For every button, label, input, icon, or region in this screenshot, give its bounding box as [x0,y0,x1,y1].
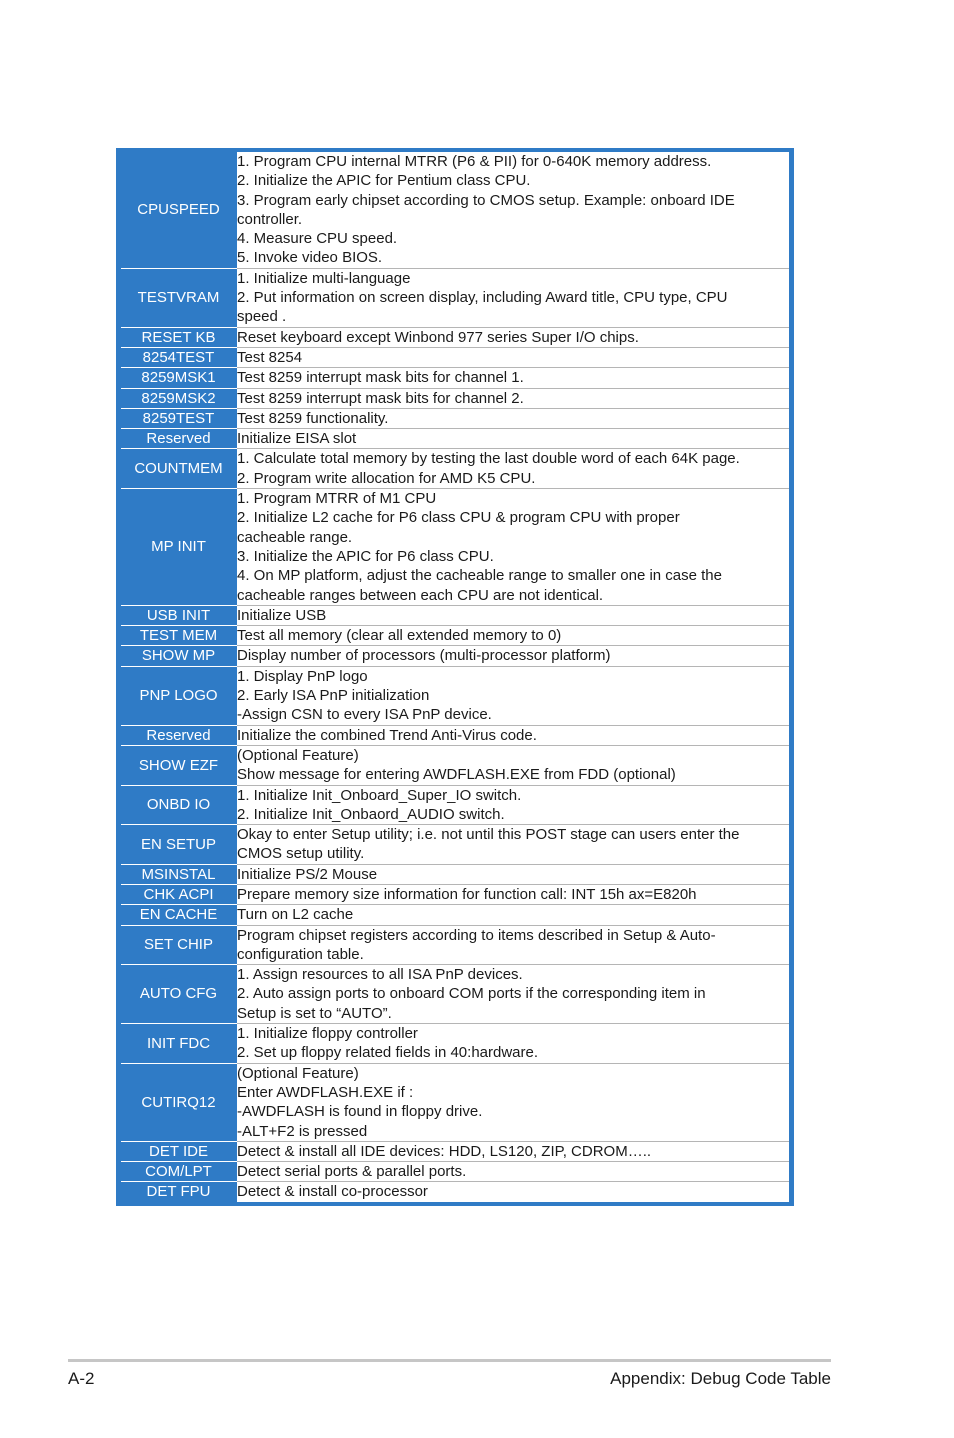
description-line: 2. Set up floppy related fields in 40:hardware. [237,1044,539,1062]
debug-code-cell: DET FPU [121,1182,237,1202]
table-row [121,1063,789,1141]
description-cell [237,864,790,884]
table-row [121,864,789,884]
description-line: (Optional Feature) [237,746,359,764]
table-row [121,1024,789,1064]
description-line: 3. Initialize the APIC for P6 class CPU. [237,547,494,565]
description-line: 2. Initialize the APIC for Pentium class CPU. [237,172,531,190]
table-row [121,905,789,925]
description-line: Initialize PS/2 Mouse [237,865,378,883]
table-row [121,666,789,725]
description-line: 4. Measure CPU speed. [237,230,398,248]
description-cell [237,785,790,825]
debug-code-cell: 8259MSK2 [121,388,237,408]
debug-code-cell: USB INIT [121,605,237,625]
table-row [121,327,789,347]
table-row [121,745,789,785]
debug-code-cell: 8259TEST [121,408,237,428]
debug-code-cell: SHOW MP [121,646,237,666]
description-line: speed . [237,308,287,326]
table-row [121,646,789,666]
table-row [121,408,789,428]
description-cell [237,1063,790,1141]
description-line: 2. Initialize L2 cache for P6 class CPU & program CPU with proper [237,509,680,527]
debug-code-cell: CPUSPEED [121,152,237,268]
debug-code-cell: 8259MSK1 [121,368,237,388]
table-row [121,605,789,625]
description-line: 1. Initialize multi-language [237,269,411,287]
description-line: cacheable ranges between each CPU are not identical. [237,586,604,604]
description-line: 2. Early ISA PnP initialization [237,687,430,705]
table-row [121,347,789,367]
description-line: Detect & install all IDE devices: HDD, LS120, ZIP, CDROM….. [237,1142,652,1160]
description-line: 1. Program CPU internal MTRR (P6 & PII) for 0-640K memory address. [237,153,712,170]
table-row [121,152,789,268]
description-line: Test 8259 functionality. [237,409,389,427]
description-cell [237,745,790,785]
description-cell [237,666,790,725]
description-line: 1. Program MTRR of M1 CPU [237,490,437,508]
description-line: 1. Calculate total memory by testing the last double word of each 64K page. [237,450,740,468]
description-cell [237,725,790,745]
description-line: 1. Initialize Init_Onboard_Super_IO switch. [237,786,522,804]
description-line: Initialize USB [237,606,327,624]
description-cell [237,489,790,606]
debug-code-cell: COUNTMEM [121,449,237,489]
table-row [121,725,789,745]
description-cell [237,825,790,865]
debug-code-cell: CUTIRQ12 [121,1063,237,1141]
footer-divider [68,1359,831,1362]
debug-code-cell: RESET KB [121,327,237,347]
debug-code-table-frame [116,148,794,1206]
description-cell [237,626,790,646]
description-cell [237,268,790,327]
description-line: Detect & install co-processor [237,1183,428,1201]
description-line: Okay to enter Setup utility; i.e. not until this POST stage can users enter the [237,826,740,844]
debug-code-cell: AUTO CFG [121,965,237,1024]
description-line: Initialize the combined Trend Anti-Virus code. [237,726,537,744]
description-cell [237,905,790,925]
table-row [121,785,789,825]
debug-code-cell: EN SETUP [121,825,237,865]
description-line: 2. Auto assign ports to onboard COM ports if the corresponding item in [237,985,706,1003]
description-line: -AWDFLASH is found in floppy drive. [237,1103,483,1121]
table-row [121,925,789,965]
description-line: -Assign CSN to every ISA PnP device. [237,706,492,724]
description-line: Display number of processors (multi-processor platform) [237,647,611,665]
description-line: 2. Put information on screen display, including Award title, CPU type, CPU [237,289,728,307]
debug-code-cell: SHOW EZF [121,745,237,785]
debug-code-cell: DET IDE [121,1141,237,1161]
debug-code-table [121,152,789,1202]
table-row [121,965,789,1024]
description-cell [237,1024,790,1064]
table-row [121,825,789,865]
description-line: 1. Initialize floppy controller [237,1025,418,1043]
debug-code-cell: 8254TEST [121,347,237,367]
table-row [121,388,789,408]
debug-code-cell: MP INIT [121,489,237,606]
description-cell [237,327,790,347]
debug-code-cell: Reserved [121,725,237,745]
page-number: A-2 [68,1369,95,1388]
description-line: 3. Program early chipset according to CMOS setup. Example: onboard IDE [237,191,735,209]
description-cell [237,388,790,408]
table-row [121,1182,789,1202]
table-row [121,449,789,489]
description-line: Test 8254 [237,348,303,366]
debug-code-cell: MSINSTAL [121,864,237,884]
description-line: Prepare memory size information for function call: INT 15h ax=E820h [237,885,697,903]
description-line: 1. Assign resources to all ISA PnP devices. [237,966,523,984]
description-cell [237,347,790,367]
description-line: Detect serial ports & parallel ports. [237,1163,467,1181]
footer-section-title: Appendix: Debug Code Table [610,1369,831,1388]
description-cell [237,152,790,268]
description-cell [237,408,790,428]
table-row [121,1141,789,1161]
description-line: 4. On MP platform, adjust the cacheable range to smaller one in case the [237,567,722,585]
table-row [121,1162,789,1182]
description-line: Show message for entering AWDFLASH.EXE from FDD (optional) [237,766,676,784]
description-line: controller. [237,210,303,228]
description-line: Setup is set to “AUTO”. [237,1004,392,1022]
debug-code-cell: EN CACHE [121,905,237,925]
description-line: Initialize EISA slot [237,430,357,448]
table-row [121,368,789,388]
description-line: Program chipset registers according to items described in Setup & Auto- [237,926,716,944]
description-cell [237,605,790,625]
description-line: Turn on L2 cache [237,906,354,924]
debug-code-cell: CHK ACPI [121,884,237,904]
debug-code-cell: TEST MEM [121,626,237,646]
description-line: 2. Initialize Init_Onbaord_AUDIO switch. [237,805,505,823]
description-cell [237,449,790,489]
description-line: (Optional Feature) [237,1064,359,1082]
description-line: 5. Invoke video BIOS. [237,249,383,267]
description-line: Test all memory (clear all extended memory to 0) [237,627,562,645]
description-cell [237,965,790,1024]
table-row [121,489,789,606]
description-line: -ALT+F2 is pressed [237,1122,368,1140]
debug-code-cell: ONBD IO [121,785,237,825]
debug-code-cell: INIT FDC [121,1024,237,1064]
debug-code-cell: PNP LOGO [121,666,237,725]
description-line: cacheable range. [237,528,353,546]
description-cell [237,884,790,904]
description-line: 1. Display PnP logo [237,667,368,685]
description-line: Test 8259 interrupt mask bits for channel 1. [237,369,524,387]
debug-code-cell: SET CHIP [121,925,237,965]
description-line: Test 8259 interrupt mask bits for channel 2. [237,389,524,407]
table-row [121,268,789,327]
description-cell [237,429,790,449]
debug-code-cell: COM/LPT [121,1162,237,1182]
table-row [121,429,789,449]
debug-code-cell: Reserved [121,429,237,449]
description-line: 2. Program write allocation for AMD K5 CPU. [237,469,536,487]
description-cell [237,646,790,666]
description-cell [237,1162,790,1182]
description-line: Enter AWDFLASH.EXE if : [237,1083,414,1101]
description-cell [237,925,790,965]
debug-code-cell: TESTVRAM [121,268,237,327]
description-cell [237,1182,790,1202]
description-line: CMOS setup utility. [237,845,365,863]
description-line: Reset keyboard except Winbond 977 series Super I/O chips. [237,328,639,346]
table-row [121,626,789,646]
description-line: configuration table. [237,945,364,963]
table-row [121,884,789,904]
description-cell [237,368,790,388]
description-cell [237,1141,790,1161]
